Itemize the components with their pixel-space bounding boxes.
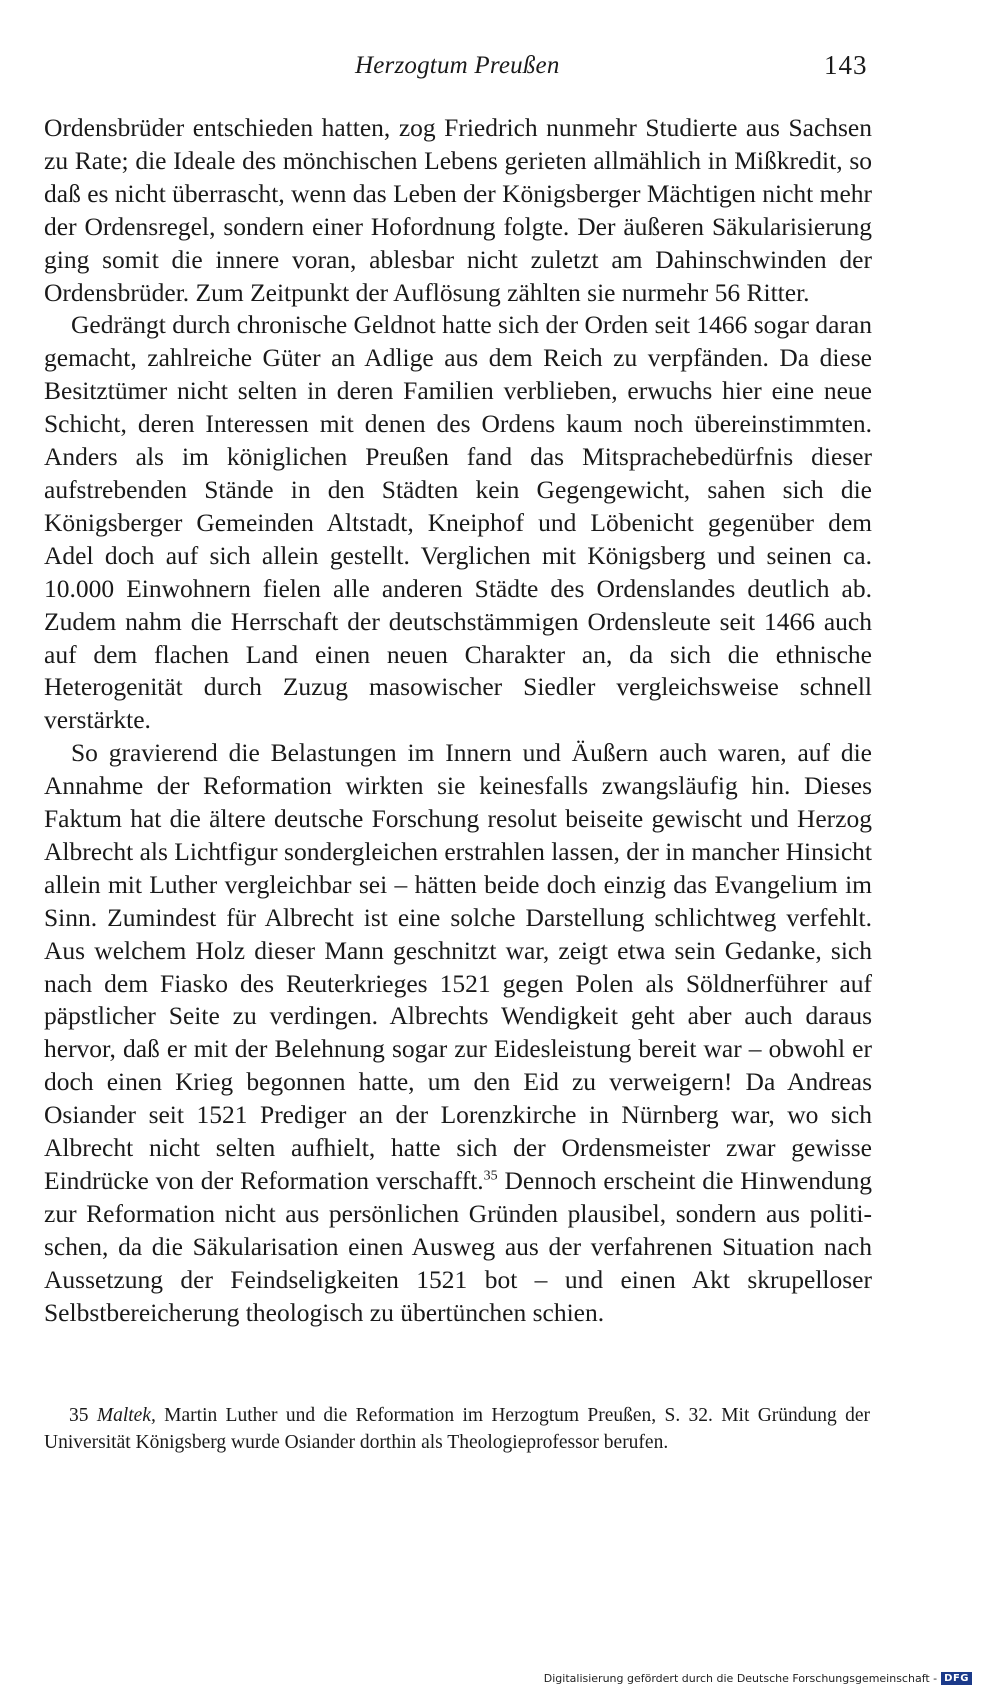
- digitization-credit: [544, 1672, 972, 1685]
- page-number: 143: [824, 50, 868, 80]
- paragraph-2: Gedrängt durch chronische Geldnot hatte sich der Orden seit 1466 sogar daran gemacht, zahlreiche Güter an Adlige aus dem Reich zu verpfänden. Da diese Besitztümer nicht selten in deren Familien verblieben, erwuchs hier eine neue Schicht, deren Interessen mit denen des Ordens kaum noch übereinstimmten. Anders als im königlichen Preußen fand das Mitsprachebedürfnis dieser aufstrebenden Stände in den Städten kein Gegengewicht, sahen sich die Königsberger Gemeinden Altstadt, Kneiphof und Löbenicht gegenüber dem Adel doch auf sich allein gestellt. Verglichen mit Königsberg und seinen ca. 10.000 Einwohnern fielen alle anderen Städte des Ordenslandes deutlich ab. Zudem nahm die Herrschaft der deutschstämmigen Ordensleute seit 1466 auch auf dem flachen Land einen neuen Charakter an, da sich die ethnische Heterogenität durch Zuzug masowischer Siedler vergleichsweise schnell verstärkte.: [44, 310, 872, 735]
- running-head: [0, 48, 1000, 88]
- body-text: [44, 112, 872, 1330]
- footnote-text: Martin Luther und die Reformation im Herzogtum Preußen, S. 32. Mit Gründung der Universität Königsberg wurde Osiander dorthin als Theologieprofessor berufen.: [44, 1405, 870, 1453]
- footnote-author: Maltek,: [96, 1405, 156, 1426]
- paragraph-3: [44, 737, 872, 1329]
- footnote-35: [44, 1403, 870, 1456]
- footnote-number: 35: [69, 1405, 89, 1426]
- footnotes: [44, 1403, 870, 1456]
- paragraph-3-text-before-ref: So gravierend die Belastungen im Innern und Äußern auch waren, auf die Annahme der Reformation wirkten sie keinesfalls zwangsläufig hin. Dieses Faktum hat die ältere deutsche Forschung resolut beiseite gewischt und Herzog Albrecht als Lichtfigur sondergleichen erstrahlen lassen, der in mancher Hinsicht allein mit Luther vergleichbar sei – hätten beide doch einzig das Evangelium im Sinn. Zumindest für Albrecht ist eine solche Darstellung schlichtweg verfehlt. Aus welchem Holz dieser Mann geschnitzt war, zeigt etwa sein Gedanke, sich nach dem Fiasko des Reuterkrieges 1521 gegen Polen als Söldnerführer auf päpstlicher Seite zu verdingen. Albrechts Wendigkeit geht aber auch daraus hervor, daß er mit der Belehnung sogar zur Eidesleistung bereit war – obwohl er doch einen Krieg begonnen hatte, um den Eid zu verweigern! Da Andreas Osiander seit 1521 Prediger an der Lorenzkirche in Nürnberg war, wo sich Albrecht nicht selten aufhielt, hatte sich der Ordensmeister zwar gewisse Eindrücke von der Reformation verschafft.: [44, 738, 873, 1195]
- digitization-note-text: Digitalisierung gefördert durch die Deutsche Forschungsgemeinschaft -: [543, 1672, 938, 1685]
- footnote-reference[interactable]: 35: [483, 1168, 498, 1184]
- dfg-logo: DFG: [941, 1672, 972, 1685]
- paragraph-1: Ordensbrüder entschieden hatten, zog Friedrich nunmehr Studierte aus Sachsen zu Rate; die Ideale des mönchischen Lebens gerieten allmählich in Mißkredit, so daß es nicht überrascht, wenn das Leben der Königsberger Mächtigen nicht mehr der Ordensregel, sondern einer Hofordnung folgte. Der äußeren Säkularisierung ging somit die innere voran, ablesbar nicht zuletzt am Dahinschwinden der Ordensbrüder. Zum Zeitpunkt der Auflösung zählten sie nurmehr 56 Ritter.: [44, 113, 873, 307]
- paragraph-3-text-after-ref: Dennoch erscheint die Hinwendung zur Reformation nicht aus persönlichen Gründen plausibel, sondern aus politischen, da die Säkularisation einen Ausweg aus der verfahrenen Situation nach Aussetzung der Feindseligkeiten 1521 bot – und einen Akt skrupelloser Selbstbereicherung theologisch zu übertünchen schien.: [44, 1166, 872, 1327]
- running-title: Herzogtum Preußen: [355, 52, 560, 79]
